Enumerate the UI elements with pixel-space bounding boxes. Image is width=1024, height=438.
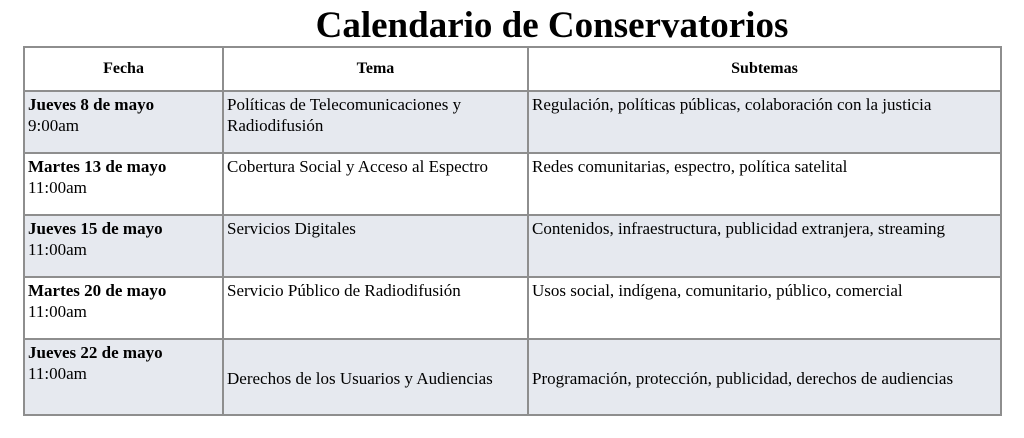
subtemas-cell: Usos social, indígena, comunitario, público, comercial	[528, 277, 1001, 339]
date-cell	[24, 215, 223, 277]
table-header-row	[24, 47, 1001, 91]
date-time: 11:00am	[28, 364, 87, 383]
date-time: 11:00am	[28, 302, 87, 321]
column-header-tema: Tema	[223, 47, 528, 91]
page-title: Calendario de Conservatorios	[315, 5, 789, 46]
date-time: 11:00am	[28, 240, 87, 259]
subtemas-cell: Regulación, políticas públicas, colaboración con la justicia	[528, 91, 1001, 153]
tema-cell: Derechos de los Usuarios y Audiencias	[223, 339, 528, 415]
column-header-subtemas: Subtemas	[528, 47, 1001, 91]
date-day: Jueves 22 de mayo	[28, 343, 163, 362]
date-cell	[24, 339, 223, 415]
table-row	[24, 91, 1001, 153]
calendar-table	[23, 46, 1002, 416]
table-row	[24, 153, 1001, 215]
tema-cell: Cobertura Social y Acceso al Espectro	[223, 153, 528, 215]
date-day: Martes 13 de mayo	[28, 157, 167, 176]
date-cell	[24, 153, 223, 215]
column-header-fecha: Fecha	[24, 47, 223, 91]
date-cell	[24, 277, 223, 339]
subtemas-cell: Redes comunitarias, espectro, política satelital	[528, 153, 1001, 215]
subtemas-cell: Contenidos, infraestructura, publicidad extranjera, streaming	[528, 215, 1001, 277]
date-cell	[24, 91, 223, 153]
subtemas-cell: Programación, protección, publicidad, derechos de audiencias	[528, 339, 1001, 415]
table-row	[24, 277, 1001, 339]
date-time: 9:00am	[28, 116, 79, 135]
table-row	[24, 215, 1001, 277]
date-day: Martes 20 de mayo	[28, 281, 167, 300]
date-day: Jueves 8 de mayo	[28, 95, 155, 114]
tema-cell: Servicios Digitales	[223, 215, 528, 277]
date-day: Jueves 15 de mayo	[28, 219, 163, 238]
tema-cell: Políticas de Telecomunicaciones y Radiodifusión	[223, 91, 528, 153]
table-row	[24, 339, 1001, 415]
date-time: 11:00am	[28, 178, 87, 197]
tema-cell: Servicio Público de Radiodifusión	[223, 277, 528, 339]
